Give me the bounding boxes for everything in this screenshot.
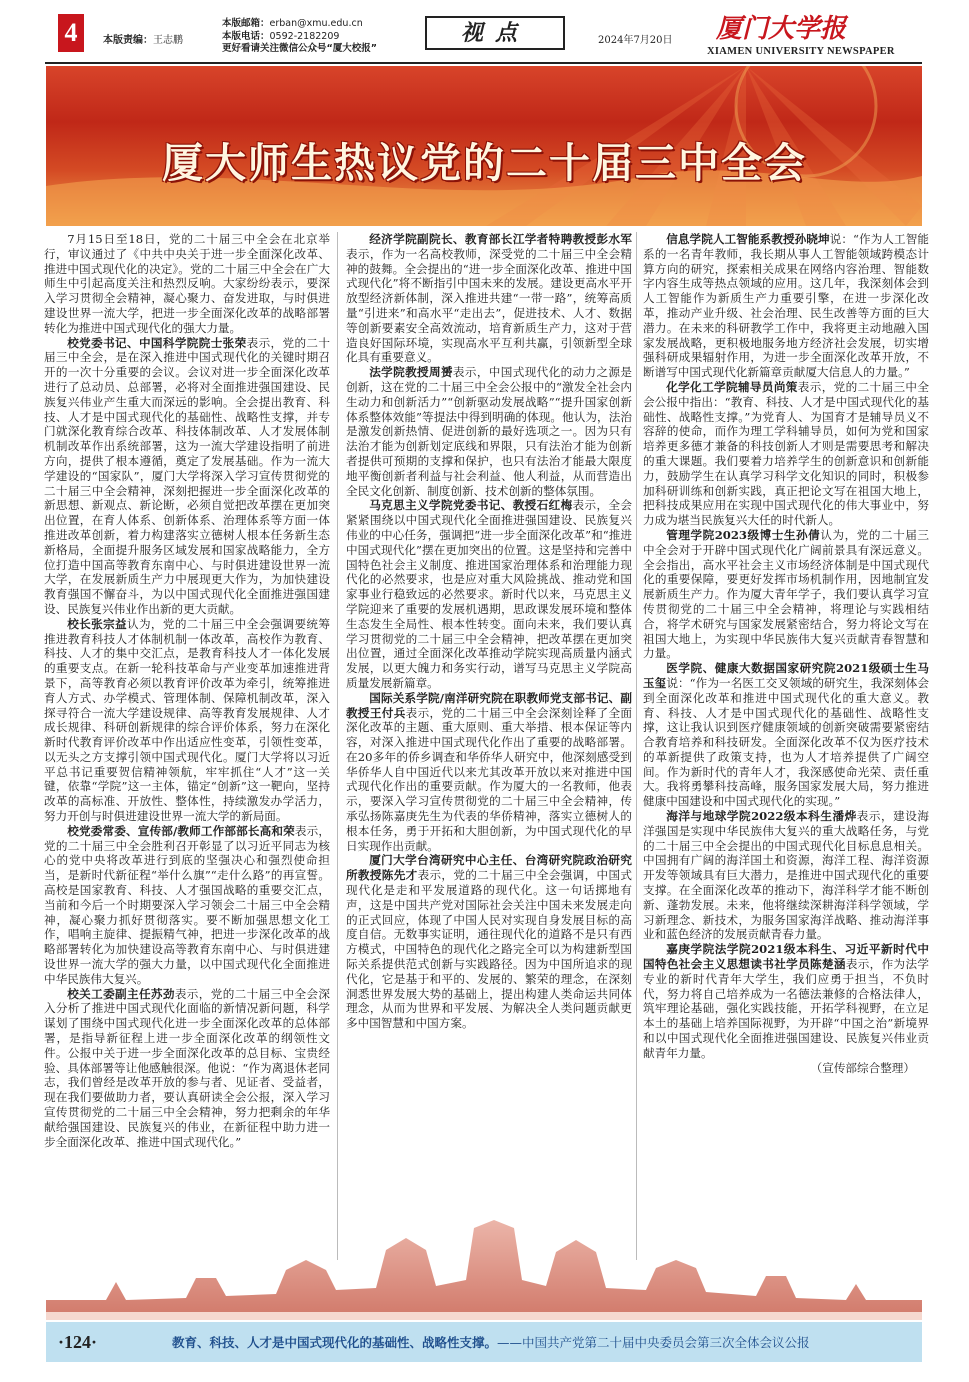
phone: 0592-2182209: [269, 30, 340, 42]
article-paragraph: [643, 942, 929, 1060]
newspaper-logo-mark: [712, 12, 912, 42]
editor-credit: [103, 31, 183, 46]
article-paragraph: [643, 809, 929, 942]
issue-date: 2024年7月20日: [598, 35, 673, 46]
speaker-name: 信息学院人工智能系教授孙晓坤: [666, 232, 830, 246]
paragraph-text: 说：“作为一名医工交叉领域的研究生，我深刻体会到全面深化改革和推进中国式现代化的重大意义。教育、科技、人才是中国式现代化的基础性、战略性支撑，这让我认识到医疗健康领域的创新突破需要紧密结合教育培养和科技研发。全面深化改革不仅为医疗技术的革新提供了政策支持，也为人才培养提供了广阔空间。作为新时代的青年人才，我深感使命光荣、责任重大。我将勇攀科技高峰，服务国家发展大局，努力推进健康中国建设和中国式现代化的实现。”: [643, 675, 929, 809]
footer-page-number: ·124·: [58, 1332, 98, 1352]
paragraph-text: 表示，中国式现代化的动力之源是创新，这在党的二十届三中全会公报中的“激发全社会内生动力和创新活力”“创新驱动发展战略”“提升国家创新体系整体效能”等提法中得到明确的体现。他认为，法治是激发创新热情、促进创新的最好选项之一。因为只有法治才能为创新划定底线和界限，只有法治才能为创新者提供可预期的支撑和保护，也只有法治才能最大限度地平衡创新者利益与社会利益、他人利益，从而营造出全民文化创新、制度创新、技术创新的整体氛围。: [346, 365, 632, 498]
article-column-1: [44, 232, 330, 1149]
paragraph-text: 表示，党的二十届三中全会胜利召开彰显了以习近平同志为核心的党中央将改革进行到底的坚强决心和强烈使命担当，是新时代新征程“举什么旗”“走什么路”的再宣誓。高校是国家教育、科技、人才强国战略的重要交汇点，当前和今后一个时期要深入学习领会二十届三中全会精神，凝心聚力抓好贯彻落实。要不断加强思想文化工作，唱响主旋律、提振精气神，把进一步深化改革的战略部署转化为加快建设高等教育东南中心、与时俱进建设世界一流大学的强大力量，以中国式现代化全面推进中华民族伟大复兴。: [44, 823, 330, 986]
article-paragraph: [44, 617, 330, 824]
newspaper-name-en: XIAMEN UNIVERSITY NEWSPAPER: [707, 46, 895, 57]
article-paragraph: [643, 661, 929, 809]
speaker-name: 管理学院2023级博士生孙倩: [666, 527, 821, 542]
speaker-name: 厦门大学台湾研究中心主任、台湾研究院政治研究所教授陈先才: [346, 853, 632, 883]
article-column-2: [346, 232, 632, 1031]
column-divider: [337, 232, 338, 1260]
paragraph-text: 表示，建设海洋强国是实现中华民族伟大复兴的重大战略任务，与党的二十届三中全会提出的中国式现代化目标息息相关。中国拥有广阔的海洋国土和资源，海洋工程、海洋资源开发等领域具有巨大潜力，是推进中国式现代化的重要支撑。在全面深化改革的推动下，海洋科学才能不断创新、蓬勃发展。未来，他将继续深耕海洋科学领域，学习新理念、新技术，为服务国家海洋战略、推动海洋事业和蓝色经济的发展贡献青春力量。: [643, 809, 929, 942]
article-paragraph: [44, 232, 330, 336]
paragraph-text: 表示，党的二十届三中全会公报中指出：“教育、科技、人才是中国式现代化的基础性、战略性支撑。”为党育人、为国育才是辅导员义不容辞的使命，而作为理工学科辅导员，如何为党和国家培养更多德才兼备的科技创新人才则是需要思考和解决的重大课题。我们要着力培养学生的创新意识和创新能力，鼓励学生在认真学习科学文化知识的同时，积极参加科研训练和创新实践，真正把论文写在祖国大地上，把科技成果应用在实现中国式现代化的伟大事业中，努力成为堪当民族复兴大任的时代新人。: [643, 379, 929, 528]
page-number: 4: [58, 14, 84, 52]
article-paragraph: [44, 987, 330, 1150]
speaker-name: 校党委书记、中国科学院院士张荣: [67, 335, 247, 350]
editor-label: 本版责编：: [103, 35, 153, 46]
footer-quote-text: 教育、科技、人才是中国式现代化的基础性、战略性支撑。: [172, 1335, 498, 1350]
article-paragraph: [44, 824, 330, 987]
article-paragraph: [346, 232, 632, 365]
article-paragraph: [44, 336, 330, 617]
speaker-name: 国际关系学院/南洋研究院在职教师党支部书记、副教授王付兵: [346, 690, 632, 720]
speaker-name: 马克思主义学院党委书记、教授石红梅: [369, 498, 573, 513]
wechat-note: 更好看请关注微信公众号“厦大校报”: [222, 43, 377, 54]
column-divider: [636, 232, 637, 1260]
paragraph-text: 7月15日至18日，党的二十届三中全会在北京举行，审议通过了《中共中央关于进一步全面深化改革、推进中国式现代化的决定》。党的二十届三中全会在广大师生中引起高度关注和热烈反响。大家纷纷表示，要深入学习贯彻全会精神，凝心聚力、奋发进取，与时俱进建设世界一流大学，把进一步全面深化改革的战略部署转化为推进中国式现代化的强大力量。: [44, 232, 330, 335]
speaker-name: 校关工委副主任苏劲: [67, 986, 175, 1001]
speaker-name: 经济学院副院长、教育部长江学者特聘教授彭水军: [369, 232, 632, 246]
article-paragraph: [643, 528, 929, 661]
speaker-name: 校长张宗益: [67, 616, 127, 631]
article-paragraph: [346, 853, 632, 1031]
article-paragraph: [346, 691, 632, 854]
headline: 厦大师生热议党的二十届三中全会: [162, 139, 807, 187]
phone-label: 本版电话：: [222, 30, 270, 42]
speaker-name: 化学化工学院辅导员尚策: [666, 379, 798, 394]
editor-name: 王志鹏: [153, 35, 183, 46]
paragraph-text: 认为，党的二十届三中全会强调要统筹推进教育科技人才体制机制一体改革，高校作为教育、科技、人才的集中交汇点，是教育科技人才一体化发展的重要支点。在新一轮科技革命与产业变革加速推进背景下，高等教育必须以教育评价改革为牵引，统筹推进育人方式、办学模式、管理体制、保障机制改革，深入探寻符合一流大学建设规律、高等教育发展规律、人才成长规律、科研创新规律的综合评价体系，努力在深化新时代教育评价改革中作出适应性变革，引领性变革，以无头之方支撑引领中国式现代化。厦门大学将以习近平总书记重要贺信精神领航，牢牢抓住“人才”这一关键，依靠“学院”这一主体，锚定“创新”这一靶向，坚持改革的高标准、开放性、整体性，持续激发办学活力，努力开创与时俱进建设世界一流大学的新局面。: [44, 616, 330, 824]
paragraph-text: 表示，党的二十届三中全会，是在深入推进中国式现代化的关键时期召开的一次十分重要的会议。会议对进一步全面深化改革进行了总动员、总部署，必将对全面推进强国建设、民族复兴伟业产生重大而深远的影响。全会提出教育、科技、人才是中国式现代化的基础性、战略性支撑，并专门就深化教育综合改革、科技体制改革、人才发展体制机制改革作出系统部署，这为一流大学建设指明了前进方向，提供了根本遵循，奠定了发展基础。作为一流大学建设的“国家队”，厦门大学将深入学习宣传贯彻党的二十届三中全会精神，深刻把握进一步全面深化改革的新思想、新观点、新论断，必须自觉把改革摆在更加突出位置，在育人体系、创新体系、治理体系等方面一体推进改革创新，着力构建落实立德树人根本任务新生态新格局，全面提升服务区域发展和国家战略能力，全方位打造中国高等教育东南中心、与时俱进建设世界一流大学，在发展新质生产力中展现更大作为，为加快建设教育强国不懈奋斗，为以中国式现代化全面推进强国建设、民族复兴伟业作出新的更大贡献。: [44, 335, 330, 616]
logo-text: 厦门大学报: [716, 14, 847, 42]
footer-quote: [172, 1333, 810, 1351]
paragraph-text: 表示，作为法学专业的新时代青年大学生，我们应勇于担当，不负时代，努力将自己培养成为一名德法兼修的合格法律人，筑牢理论基础，强化实践技能，开拓学科视野，在立足本土的基础上培养国际视野，为开辟“中国之治”新境界和以中国式现代化全面推进强国建设、民族复兴伟业贡献青年力量。: [643, 957, 929, 1060]
paragraph-text: 说：“作为人工智能系的一名青年教师，我长期从事人工智能领域跨模态计算方向的研究，探索相关成果在网络内容治理、智能数字内容生成等热点领域的应用。这几年，我深刻体会到人工智能作为新质生产力重要引擎，在进一步深化改革，推动产业升级、社会治理、民生改善等方面的巨大潜力。在未来的科研教学工作中，我将更主动地融入国家发展战略，更积极地服务地方经济社会发展，切实增强科研成果辐射作用，为进一步全面深化改革开放，不断谱写中国式现代化新篇章贡献厦大信息人的力量。”: [643, 232, 929, 380]
speaker-name: 法学院教授周赟: [369, 365, 453, 380]
campus-skyline-illustration: [46, 1220, 922, 1320]
paragraph-text: 表示，党的二十届三中全会深入分析了推进中国式现代化面临的新情况新问题，科学谋划了围绕中国式现代化进一步全面深化改革的总体部署，是指导新征程上进一步全面深化改革的纲领性文件。公报中关于进一步全面深化改革的总目标、宝贵经验、具体部署等让他感触很深。他说：“作为离退休老同志，我们曾经是改革开放的参与者、见证者、受益者，现在我们要做助力者，要认真研读全会公报，深入学习宣传贯彻党的二十届三中全会精神，努力把剩余的年华献给强国建设、民族复兴的伟业，在新征程中助力进一步全面深化改革、推进中国式现代化。”: [44, 986, 330, 1149]
speaker-name: 医学院、健康大数据国家研究院2021级硕士生马玉玺: [643, 661, 929, 690]
paragraph-text: 表示，党的二十届三中全会强调，中国式现代化是走和平发展道路的现代化。这一句话掷地有声，这是中国共产党对国际社会关注中国未来发展走向的正式回应，体现了中国人民对实现自身发展目标的高度自信。无数事实证明，通往现代化的道路不是只有西方模式，中国特色的现代化之路完全可以为构建新型国际关系提供范式创新与实践路径。因为中国所追求的现代化，它是基于和平的、发展的、繁荣的理念，在深刻洞悉世界发展大势的基础上，提出构建人类命运共同体理念，从而为世界和平发展、为解决全人类问题贡献更多中国智慧和中国方案。: [346, 868, 632, 1031]
paragraph-text: 表示，党的二十届三中全会深刻诠释了全面深化改革的主题、重大原则、重大举措、根本保证等内容，对深入推进中国式现代化作出了重要的战略部署。在20多年的侨乡调查和华侨华人研究中，他深刻感受到华侨华人自中国近代以来尤其改革开放以来对推进中国式现代化作出的重要贡献。作为厦大的一名教师，他表示，要深入学习宣传贯彻党的二十届三中全会精神，传承弘扬陈嘉庚先生为代表的华侨精神，落实立德树人的根本任务，勇于开拓和大胆创新，为中国式现代化的早日实现作出贡献。: [346, 705, 632, 853]
source-signature: （宣传部综合整理）: [810, 1060, 915, 1075]
speaker-name: 嘉庚学院法学院2021级本科生、习近平新时代中国特色社会主义思想读书社学员陈楚涵: [643, 942, 929, 972]
article-paragraph: [643, 232, 929, 380]
paragraph-text: 表示，作为一名高校教师，深受党的二十届三中全会精神的鼓舞。全会提出的“进一步全面深化改革、推进中国式现代化”将不断指引中国未来的发展。建设更高水平开放型经济新体制，深入推进共建“一带一路”，统筹高质量“引进来”和高水平“走出去”，促进技术、人才、数据等创新要素安全高效流动，培育新质生产力，这对于营造良好国际环境，实现高水平互利共赢，引领新型全球化具有重要意义。: [346, 246, 632, 365]
article-paragraph: [346, 365, 632, 498]
email[interactable]: erban@xmu.edu.cn: [269, 18, 363, 29]
section-title: 视点: [425, 16, 565, 50]
article-column-3: [643, 232, 929, 1075]
newspaper-logo: [712, 12, 912, 42]
article-paragraph: [346, 498, 632, 690]
paragraph-text: 表示，全会紧紧围绕以中国式现代化全面推进强国建设、民族复兴伟业的中心任务，强调把“进一步全面深化改革”和“推进中国式现代化”摆在更加突出的位置。这是坚持和完善中国特色社会主义制度、推进国家治理体系和治理能力现代化的必然要求，也是应对重大风险挑战、推动党和国家事业行稳致远的必然要求。新时代以来，马克思主义学院迎来了重要的发展机遇期，思政课发展环境和整体生态发生全局性、根本性转变。面向未来，我们要认真学习贯彻党的二十届三中全会精神，把改革摆在更加突出位置，通过全面深化改革推动学院实现高质量内涵式发展，以更大魄力和务实行动，谱写马克思主义学院高质量发展新篇章。: [346, 498, 632, 690]
speaker-name: 校党委常委、宣传部/教师工作部部长高和荣: [67, 823, 295, 838]
paragraph-text: 认为，党的二十届三中全会对于开辟中国式现代化广阔前景具有深远意义。全会指出，高水平社会主义市场经济体制是中国式现代化的重要保障，要更好发挥市场机制作用，因地制宜发展新质生产力。作为厦大青年学子，我们要认真学习宣传贯彻党的二十届三中全会精神，将理论与实践相结合，将学术研究与国家发展紧密结合，努力将论文写在祖国大地上，为实现中华民族伟大复兴贡献青春智慧和力量。: [643, 527, 929, 661]
email-label: 本版邮箱：: [222, 18, 270, 29]
speaker-name: 海洋与地球学院2022级本科生潘烨: [666, 809, 857, 824]
header-rule: [45, 62, 922, 64]
contact-info: [222, 18, 377, 56]
article-paragraph: [643, 380, 929, 528]
footer-quote-source: ——中国共产党第二十届中央委员会第三次全体会议公报: [497, 1335, 810, 1350]
